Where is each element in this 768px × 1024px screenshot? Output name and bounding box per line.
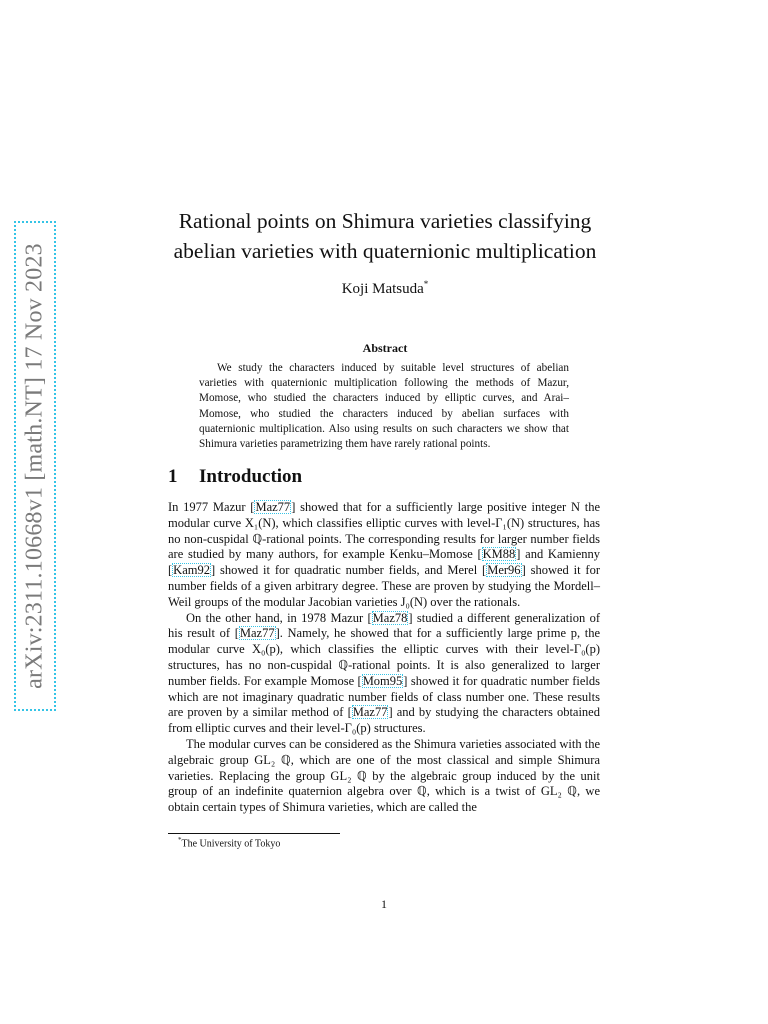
author xyxy=(160,279,610,298)
paper-title xyxy=(160,206,610,266)
section-number: 1 xyxy=(168,466,178,487)
text-run: ] and by studying the characters obtained from elliptic curves and their level-Γ₀(p) structures. xyxy=(168,705,600,736)
citation-link[interactable]: Maz77 xyxy=(255,500,291,514)
text-run: In 1977 Mazur [ xyxy=(168,500,255,514)
author-name: Koji Matsuda xyxy=(341,281,424,297)
paragraph-3: The modular curves can be considered as the Shimura varieties associated with the algebraic group GL₂ ℚ, which are one of the most classical and simple Shimura varieties. Replacing the group GL₂ ℚ by the algebraic group induced by the unit group of an indefinite quaternion algebra over ℚ, which is a twist of GL₂ ℚ, we obtain certain types of Shimura varieties, which are called the xyxy=(168,736,600,815)
text-run: ] showed it for quadratic number fields which are not imaginary quadratic number fields of class number one. These results are proven by a similar method of [ xyxy=(168,673,600,720)
text-run: ] and Kamienny [ xyxy=(168,547,600,578)
text-run: ] showed it for number fields of a given arbitrary degree. These are proven by studying the Mordell–Weil groups of the modular Jacobian varieties J₀(N) over the rationals. xyxy=(168,563,601,609)
text-run: ] studied a different generalization of his result of [ xyxy=(168,610,600,641)
abstract-text: We study the characters induced by suitable level structures of abelian varieties with quaternionic multiplication following the methods of Mazur, Momose, who studied the characters induced by elliptic curves, and Arai–Momose, who studied the characters induced by abelian surfaces with quaternionic multiplication. Also using results on such characters we show that Shimura varieties parametrizing them have rarely rational points. xyxy=(199,362,569,451)
text-run: ]. Namely, he showed that for a sufficiently large prime p, the modular curve X₀(p), which classifies the elliptic curves with their level-Γ₀(p) structures, has no non-cuspidal ℚ-rational points. It is also generalized to larger number fields. For example Momose [ xyxy=(168,626,600,688)
footnote xyxy=(178,836,280,849)
abstract-heading: Abstract xyxy=(362,341,408,355)
citation-link[interactable]: Mom95 xyxy=(362,673,403,688)
author-footnote-mark[interactable]: * xyxy=(423,279,429,289)
text-run: On the other hand, in 1978 Mazur [ xyxy=(186,610,372,625)
text-run: ] showed that for a sufficiently large positive integer N the modular curve X₁(N), which classifies elliptic curves with level-Γ₁(N) structures, has no non-cuspidal ℚ-rational points. The corresponding results for larger number fields are studied by many authors, for example Kenku–Momose [ xyxy=(168,500,600,562)
title-line-1: Rational points on Shimura varieties classifying xyxy=(178,209,592,233)
citation-link[interactable]: Kam92 xyxy=(173,563,210,578)
citation-link[interactable]: Maz77 xyxy=(352,705,388,720)
citation-link[interactable]: Maz78 xyxy=(372,610,408,625)
paragraph-2 xyxy=(168,611,600,737)
arxiv-identifier[interactable]: arXiv:2311.10668v1 [math.NT] 17 Nov 2023 xyxy=(21,243,48,689)
introduction-body xyxy=(168,500,600,816)
section-title: Introduction xyxy=(199,466,303,487)
section-heading xyxy=(168,466,302,488)
citation-link[interactable]: Mer96 xyxy=(487,563,521,578)
footnote-rule xyxy=(168,833,340,834)
page-number: 1 xyxy=(381,897,387,911)
footnote-text: The University of Tokyo xyxy=(181,838,281,850)
citation-link[interactable]: Maz77 xyxy=(239,626,275,641)
citation-link[interactable]: KM88 xyxy=(482,547,516,562)
text-run: ] showed it for quadratic number fields, and Merel [ xyxy=(210,563,487,578)
paragraph-1 xyxy=(168,500,600,611)
footnote-mark: * xyxy=(178,836,182,844)
title-line-2: abelian varieties with quaternionic multiplication xyxy=(173,239,597,263)
